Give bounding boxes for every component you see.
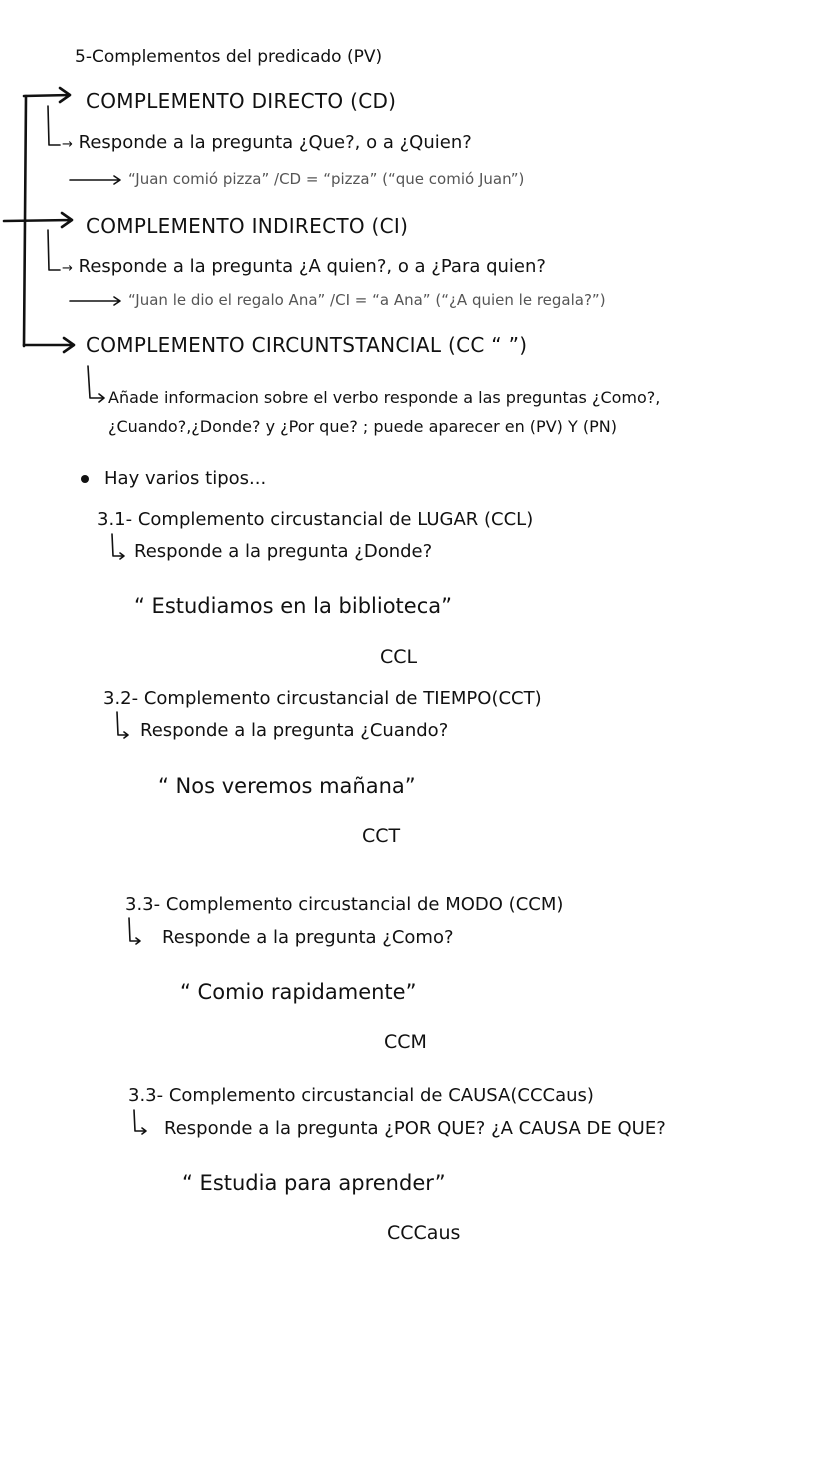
type-question-lugar: Responde a la pregunta ¿Donde? <box>134 541 433 562</box>
example-arrow-cd <box>70 176 120 184</box>
arrow-cd <box>24 88 70 102</box>
hook-cc <box>88 366 104 402</box>
arrow-ci <box>4 213 72 227</box>
type-label-causa: CCCaus <box>387 1222 461 1244</box>
type-title-causa: 3.3- Complemento circustancial de CAUSA(CCCaus) <box>128 1085 594 1106</box>
ci-question-text: Responde a la pregunta ¿A quien?, o a ¿Para quien? <box>78 256 546 277</box>
ci-question <box>62 258 546 276</box>
type-title-tiempo: 3.2- Complemento circustancial de TIEMPO(CCT) <box>103 688 542 709</box>
bullet-icon <box>81 475 89 483</box>
page-title: 5-Complementos del predicado (PV) <box>75 47 383 67</box>
type-title-lugar: 3.1- Complemento circustancial de LUGAR (CCL) <box>97 509 534 530</box>
main-bracket-line <box>24 96 26 346</box>
type-example-tiempo: “ Nos veremos mañana” <box>158 774 416 798</box>
ci-example: “Juan le dio el regalo Ana” /CI = “a Ana” (“¿A quien le regala?”) <box>128 291 606 309</box>
type-question-modo: Responde a la pregunta ¿Como? <box>162 927 454 948</box>
cc-description-line-2: ¿Cuando?,¿Donde? y ¿Por que? ; puede aparecer en (PV) Y (PN) <box>108 417 617 436</box>
cc-heading: COMPLEMENTO CIRCUNTSTANCIAL (CC “ ”) <box>86 333 528 357</box>
cd-example: “Juan comió pizza” /CD = “pizza” (“que comió Juan”) <box>128 170 525 188</box>
hook-type-3 <box>129 918 140 944</box>
type-label-tiempo: CCT <box>362 825 401 847</box>
ci-heading: COMPLEMENTO INDIRECTO (CI) <box>86 214 409 238</box>
cd-heading: COMPLEMENTO DIRECTO (CD) <box>86 89 397 113</box>
arrow-cc <box>24 338 74 352</box>
type-question-tiempo: Responde a la pregunta ¿Cuando? <box>140 720 449 741</box>
cd-question-text: Responde a la pregunta ¿Que?, o a ¿Quien? <box>78 132 472 153</box>
small-arrow-icon: → <box>62 261 73 276</box>
type-example-lugar: “ Estudiamos en la biblioteca” <box>134 594 453 618</box>
types-intro: Hay varios tipos... <box>104 468 267 489</box>
cc-description-line-1: Añade informacion sobre el verbo responde a las preguntas ¿Como?, <box>108 388 661 407</box>
type-question-causa: Responde a la pregunta ¿POR QUE? ¿A CAUSA DE QUE? <box>164 1118 666 1139</box>
small-arrow-icon: → <box>62 137 73 152</box>
type-example-causa: “ Estudia para aprender” <box>182 1171 446 1195</box>
example-arrow-ci <box>70 297 120 305</box>
hook-type-1 <box>112 534 124 559</box>
hook-ci <box>48 230 60 270</box>
type-label-lugar: CCL <box>380 646 418 668</box>
type-example-modo: “ Comio rapidamente” <box>180 980 417 1004</box>
hook-type-4 <box>134 1110 146 1134</box>
type-title-modo: 3.3- Complemento circustancial de MODO (CCM) <box>125 894 564 915</box>
hook-type-2 <box>117 712 128 738</box>
type-label-modo: CCM <box>384 1031 427 1053</box>
cd-question <box>62 134 472 152</box>
hook-cd <box>48 106 60 145</box>
